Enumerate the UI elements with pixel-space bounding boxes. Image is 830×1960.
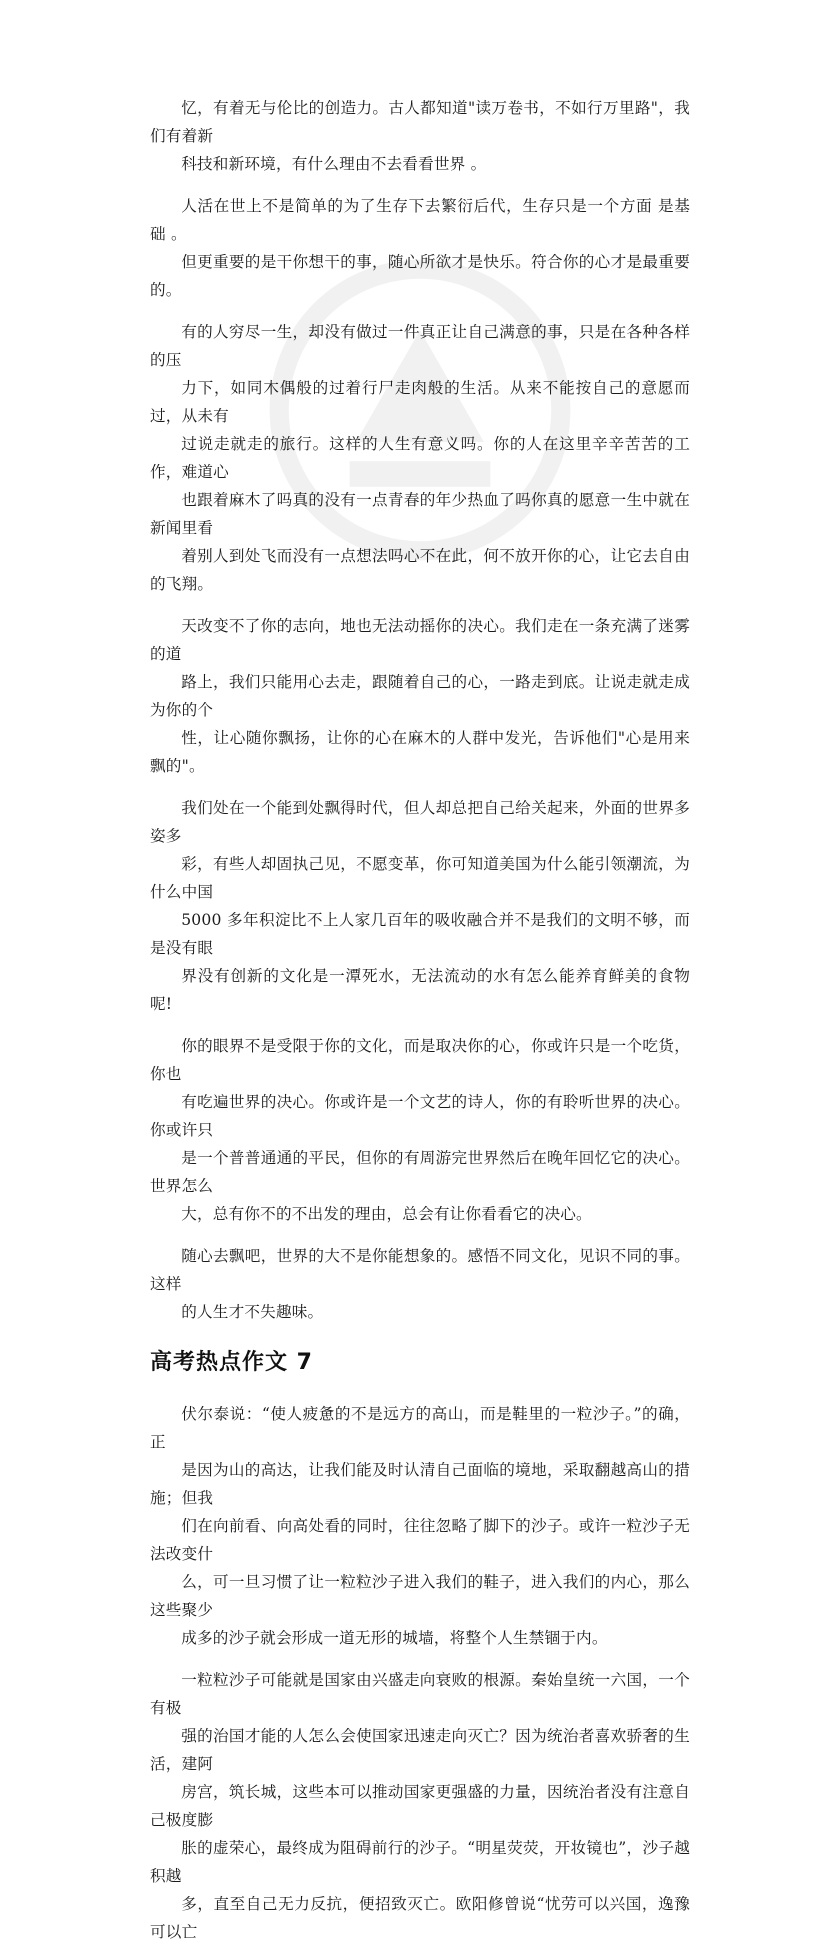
section-heading: 高考热点作文 7 [150, 1350, 313, 1375]
paragraph-line: 你的眼界不是受限于你的文化，而是取决你的心，你或许只是一个吃货，你也 [150, 1037, 690, 1083]
paragraph-line: 着别人到处飞而没有一点想法吗心不在此，何不放开你的心，让它去自由的飞翔。 [150, 547, 690, 593]
paragraph [150, 192, 690, 304]
paragraph-line: 大，总有你不的不出发的理由，总会有让你看看它的决心。 [181, 1205, 592, 1223]
paragraph-line: 有的人穷尽一生，却没有做过一件真正让自己满意的事，只是在各种各样的压 [150, 323, 690, 369]
paragraph-line: 也跟着麻木了吗真的没有一点青春的年少热血了吗你真的愿意一生中就在新闻里看 [150, 491, 690, 537]
paragraph-line: 天改变不了你的志向，地也无法动摇你的决心。我们走在一条充满了迷雾的道 [150, 617, 690, 663]
paragraph [150, 1666, 690, 1946]
paragraph [150, 1032, 690, 1228]
paragraph-line: 过说走就走的旅行。这样的人生有意义吗。你的人在这里辛辛苦苦的工作，难道心 [150, 435, 690, 481]
paragraph-line: 人活在世上不是简单的为了生存下去繁衍后代，生存只是一个方面 是基础 。 [150, 197, 690, 243]
paragraph-line: 房宫，筑长城，这些本可以推动国家更强盛的力量，因统治者没有注意自己极度膨 [150, 1783, 690, 1829]
section-bottom [150, 1400, 690, 1946]
paragraph-line: 但更重要的是干你想干的事，随心所欲才是快乐。符合你的心才是最重要的。 [150, 253, 690, 299]
paragraph-line: 彩，有些人却固执己见，不愿变革，你可知道美国为什么能引领潮流，为什么中国 [150, 855, 690, 901]
paragraph-line: 强的治国才能的人怎么会使国家迅速走向灭亡？因为统治者喜欢骄奢的生活，建阿 [150, 1727, 690, 1773]
paragraph [150, 1400, 690, 1652]
paragraph-line: 我们处在一个能到处飘得时代，但人却总把自己给关起来，外面的世界多姿多 [150, 799, 690, 845]
paragraph-line: 伏尔泰说：“使人疲惫的不是远方的高山，而是鞋里的一粒沙子。”的确，正 [150, 1405, 690, 1451]
paragraph-line: 界没有创新的文化是一潭死水，无法流动的水有怎么能养育鲜美的食物呢! [150, 967, 690, 1013]
paragraph-line: 5000 多年积淀比不上人家几百年的吸收融合并不是我们的文明不够，而是没有眼 [150, 911, 690, 957]
paragraph-line: 科技和新环境，有什么理由不去看看世界 。 [181, 155, 487, 173]
paragraph-line: 成多的沙子就会形成一道无形的城墙，将整个人生禁锢于内。 [181, 1629, 608, 1647]
paragraph [150, 794, 690, 1018]
paragraph [150, 1242, 690, 1326]
paragraph-line: 有吃遍世界的决心。你或许是一个文艺的诗人，你的有聆听世界的决心。你或许只 [150, 1093, 690, 1139]
paragraph-line: 性，让心随你飘扬，让你的心在麻木的人群中发光，告诉他们"心是用来飘的"。 [150, 729, 690, 775]
paragraph-line: 多，直至自己无力反抗，便招致灭亡。欧阳修曾说“忧劳可以兴国，逸豫可以亡 [150, 1895, 690, 1941]
paragraph-line: 随心去飘吧，世界的大不是你能想象的。感悟不同文化，见识不同的事。这样 [150, 1247, 690, 1293]
paragraph-line: 力下，如同木偶般的过着行尸走肉般的生活。从来不能按自己的意愿而过，从未有 [150, 379, 690, 425]
paragraph-line: 么，可一旦习惯了让一粒粒沙子进入我们的鞋子，进入我们的内心，那么这些聚少 [150, 1573, 690, 1619]
paragraph-line: 是一个普普通通的平民，但你的有周游完世界然后在晚年回忆它的决心。世界怎么 [150, 1149, 690, 1195]
paragraph-line: 是因为山的高达，让我们能及时认清自己面临的境地，采取翻越高山的措施；但我 [150, 1461, 690, 1507]
paragraph [150, 94, 690, 178]
paragraph-line: 们在向前看、向高处看的同时，往往忽略了脚下的沙子。或许一粒沙子无法改变什 [150, 1517, 690, 1563]
section-top [150, 94, 690, 1326]
paragraph-line: 胀的虚荣心，最终成为阻碍前行的沙子。“明星荧荧，开妆镜也”，沙子越积越 [150, 1839, 690, 1885]
paragraph-line: 忆，有着无与伦比的创造力。古人都知道"读万卷书，不如行万里路"，我们有着新 [150, 99, 690, 145]
paragraph [150, 318, 690, 598]
paragraph-line: 路上，我们只能用心去走，跟随着自己的心，一路走到底。让说走就走成为你的个 [150, 673, 690, 719]
document-body [150, 94, 690, 1960]
paragraph [150, 612, 690, 780]
paragraph-line: 的人生才不失趣味。 [181, 1303, 324, 1321]
paragraph-line: 一粒粒沙子可能就是国家由兴盛走向衰败的根源。秦始皇统一六国，一个有极 [150, 1671, 690, 1717]
